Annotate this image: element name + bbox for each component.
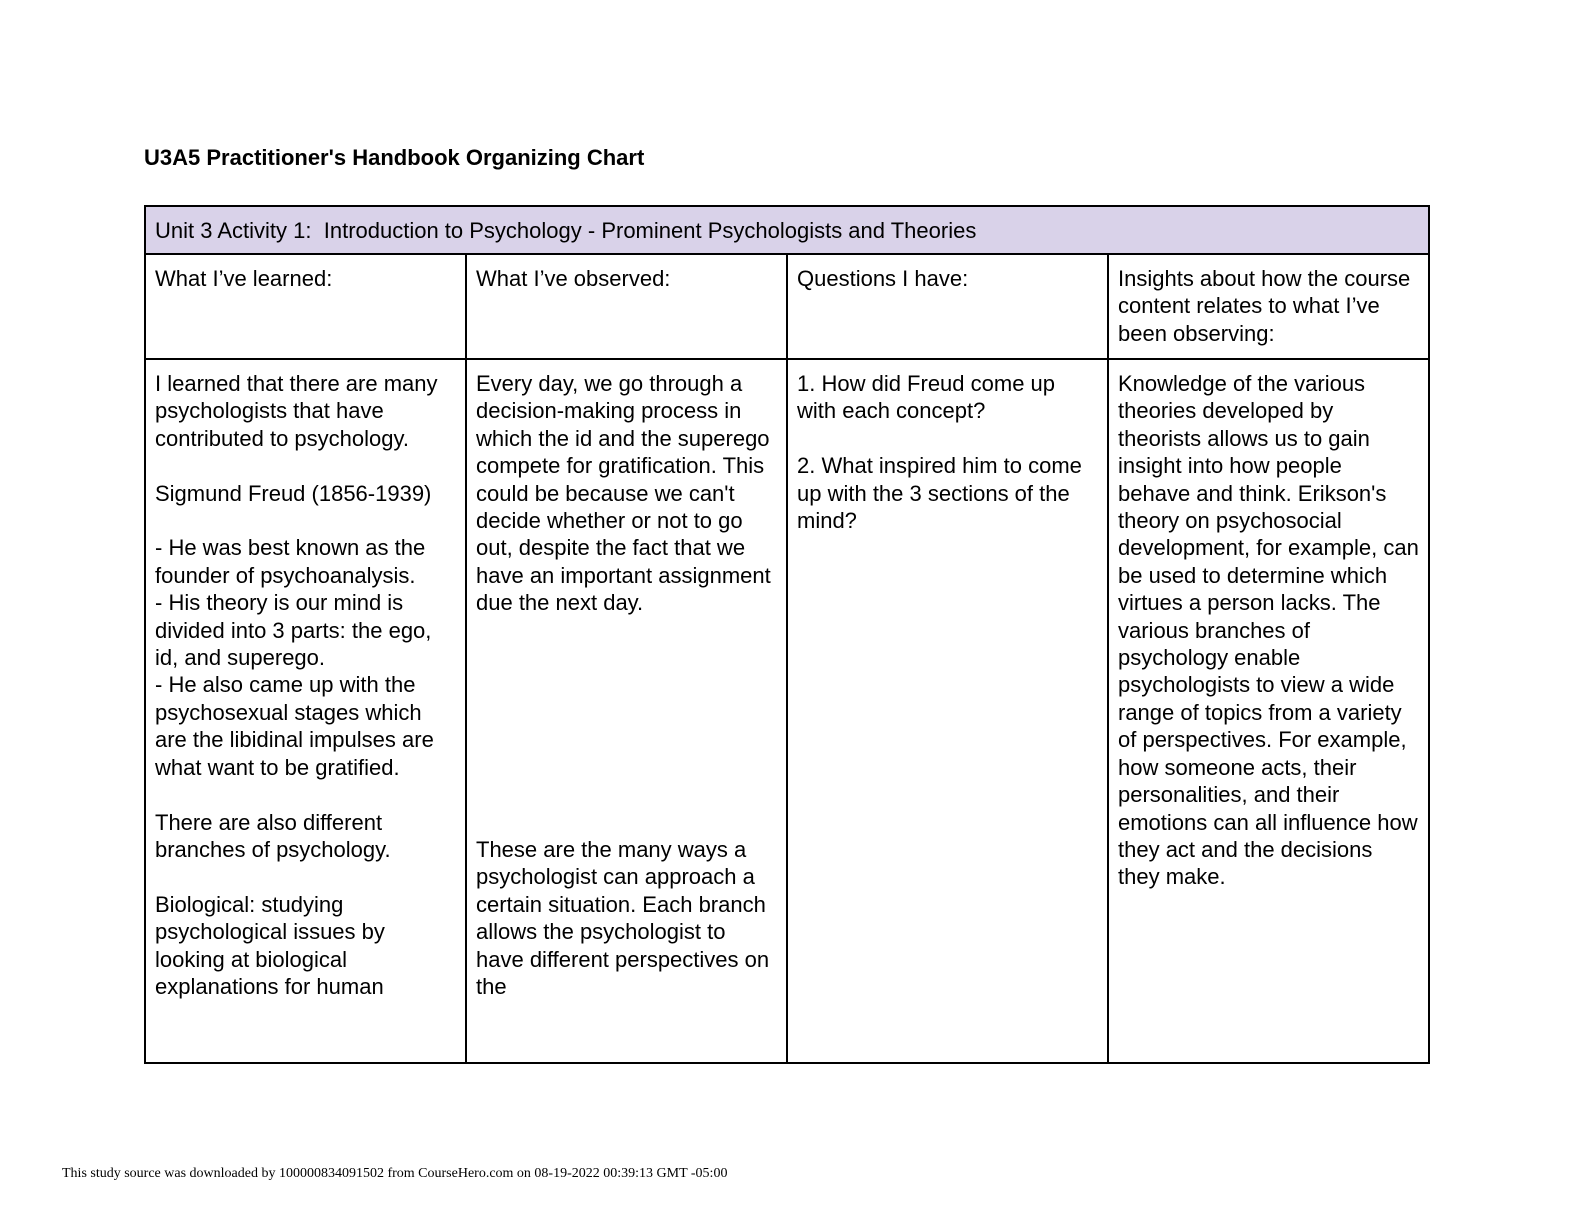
content-row: [145, 359, 1429, 1063]
section-header-row: [145, 206, 1429, 254]
column-header-questions: Questions I have:: [787, 254, 1108, 359]
column-header-insights: Insights about how the course content relates to what I’ve been observing:: [1108, 254, 1429, 359]
column-header-row: [145, 254, 1429, 359]
column-header-learned: What I’ve learned:: [145, 254, 466, 359]
download-footer: This study source was downloaded by 100000834091502 from CourseHero.com on 08-19-2022 00:39:13 GMT -05:00: [62, 1166, 728, 1181]
section-header-cell: Unit 3 Activity 1: Introduction to Psychology - Prominent Psychologists and Theories: [145, 206, 1429, 254]
document-title: U3A5 Practitioner's Handbook Organizing Chart: [144, 145, 645, 170]
cell-observed: Every day, we go through a decision-making process in which the id and the superego compete for gratification. This could be because we can't decide whether or not to go out, despite the fact that we have an important assignment due the next day. These are the many ways a psychologist can approach a certain situation. Each branch allows the psychologist to have different perspectives on the: [466, 359, 787, 1063]
cell-learned: I learned that there are many psychologists that have contributed to psychology. Sigmund Freud (1856-1939) - He was best known as the founder of psychoanalysis. - His theory is our mind is divided into 3 parts: the ego, id, and superego. - He also came up with the psychosexual stages which are the libidinal impulses are what want to be gratified. There are also different branches of psychology. Biological: studying psychological issues by looking at biological explanations for human: [145, 359, 466, 1063]
column-header-observed: What I’ve observed:: [466, 254, 787, 359]
organizing-chart-table: [144, 205, 1430, 1064]
cell-insights: Knowledge of the various theories developed by theorists allows us to gain insight into how people behave and think. Erikson's theory on psychosocial development, for example, can be used to determine which virtues a person lacks. The various branches of psychology enable psychologists to view a wide range of topics from a variety of perspectives. For example, how someone acts, their personalities, and their emotions can all influence how they act and the decisions they make.: [1108, 359, 1429, 1063]
cell-questions: 1. How did Freud come up with each concept? 2. What inspired him to come up with the 3 sections of the mind?: [787, 359, 1108, 1063]
